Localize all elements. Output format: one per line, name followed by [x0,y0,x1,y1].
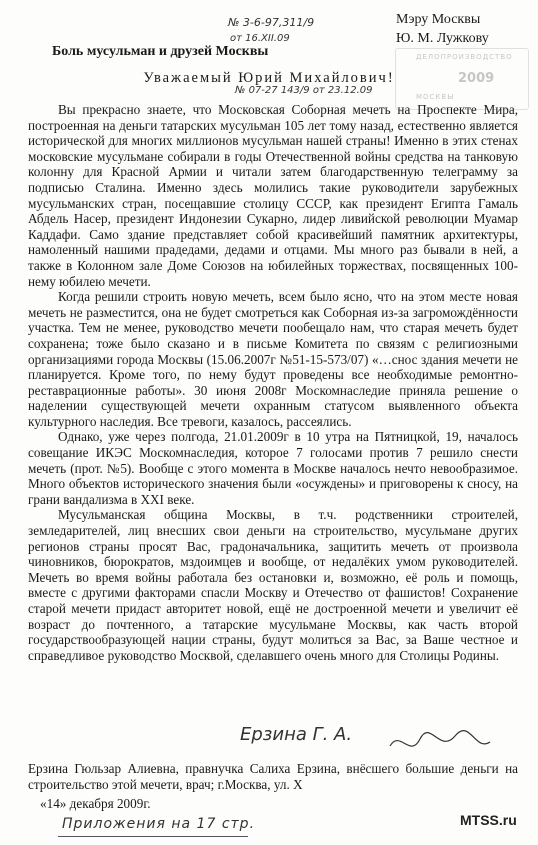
paragraph-4: Мусульманская община Москвы, в т.ч. родственники строителей, земледарителей, лиц внесших свои деньги на строительство, мусульмане других регионов страны просят Вас, градоначальника, защитить мечеть от произвола чиновников, бюрократов, мздоимцев и вообще, от недалёких умом руководителей. Мечеть во время войны работала без остановки и, возможно, её роль и помощь, вместе с другими факторами спасли Москву и Отечество от фашистов! Сохранение старой мечети придаст авторитет новой, ещё не достроенной мечети и увеличит её возраст до почтенного, а татарские мусульмане Москвы, как часть второй государствообразующей нации страны, будут молиться за Вас, за Ваше честное и справедливое руководство Москвой, сделавшего очень много для Столицы Родины. [28,507,518,663]
signature-text: Ерзина Г. А. [240,724,353,745]
stamp-date-text: 2009 [458,71,495,86]
addressee-title: Мэру Москвы [396,12,481,27]
stamp-bottom-text: МОСКВЫ [416,93,455,101]
registration-date: от 16.XII.09 [230,33,290,44]
handwritten-signature [240,724,510,764]
attachment-note: Приложения на 17 стр. [62,816,256,832]
paragraph-2: Когда решили строить новую мечеть, всем было ясно, что на этом месте новая мечеть не разместится, она не будет смотреться как Соборная из-за загромождённости участка. Тем не менее, руководство мечети пообещало нам, что старая мечеть будет сохранена; тоже было сказано и в письме Комитета по связям с религиозными организациями города Москвы (15.06.2007г №51-15-573/07) «…снос здания мечети не планируется. Кроме того, по нему будут проведены все необходимые ремонтно-реставрационные работы». 30 июня 2008г Москомнаследие приняла решение о наделении существующей мечети охранным статусом выявленного объекта культурного наследия. Все тревоги, казалось, рассеялись. [28,289,518,429]
letter-heading: Боль мусульман и друзей Москвы [52,44,269,59]
signature-scribble [240,724,510,764]
letter-date: «14» декабря 2009г. [40,796,151,811]
registration-number-second: № 07-27 143/9 от 23.12.09 [235,85,373,96]
addressee-name: Ю. М. Лужкову [396,31,489,46]
salutation: Уважаемый Юрий Михайлович! [143,70,395,86]
paragraph-1: Вы прекрасно знаете, что Московская Соборная мечеть на Проспекте Мира, построенная на деньги татарских мусульман 105 лет тому назад, естественно является исторической для многих миллионов мусульман нашей страны! Именно в этих стенах московские мусульмане собирали в годы Отечественной войны средства на танковую колонну для Красной Армии и читали затем благодарственную телеграмму за подписью Сталина. Именно здесь молились такие руководители зарубежных мусульманских стран, посещавшие столицу СССР, как президент Египта Гамаль Абдель Насер, президент Индонезии Сукарно, лидер ливийской революции Муамар Каддафи. Само здание представляет собой красивейший памятник архитектуры, намоленный нашими прадедами, дедами и отцами. Мы много раз бывали в ней, а также в Колонном зале Доме Союзов на юбилейных торжествах, посвященных 100-нему юбилею мечети. [28,102,518,289]
sender-info: Ерзина Гюльзар Алиевна, правнучка Салиха Ерзина, внёсшего большие деньги на строительство этой мечети, врач; г.Москва, ул. Х [28,761,518,792]
registration-number: № 3-6-97,311/9 [228,16,315,29]
attachment-underline [58,836,248,837]
paragraph-3: Однако, уже через полгода, 21.01.2009г в 10 утра на Пятницкой, 19, началось совещание ИКЭС Москомнаследия, которое 7 голосами против 7 решило снести мечеть (прот. №5). Вообще с этого момента в Москве началось нечто невообразимое. Много объектов исторического значения были «осуждены» и приговорены к сносу, на грани вандализма в XXI веке. [28,429,518,507]
letter-body [28,102,518,663]
stamp-top-text: ДЕЛОПРОИЗВОДСТВО [416,53,513,61]
site-watermark: MTSS.ru [460,812,517,828]
